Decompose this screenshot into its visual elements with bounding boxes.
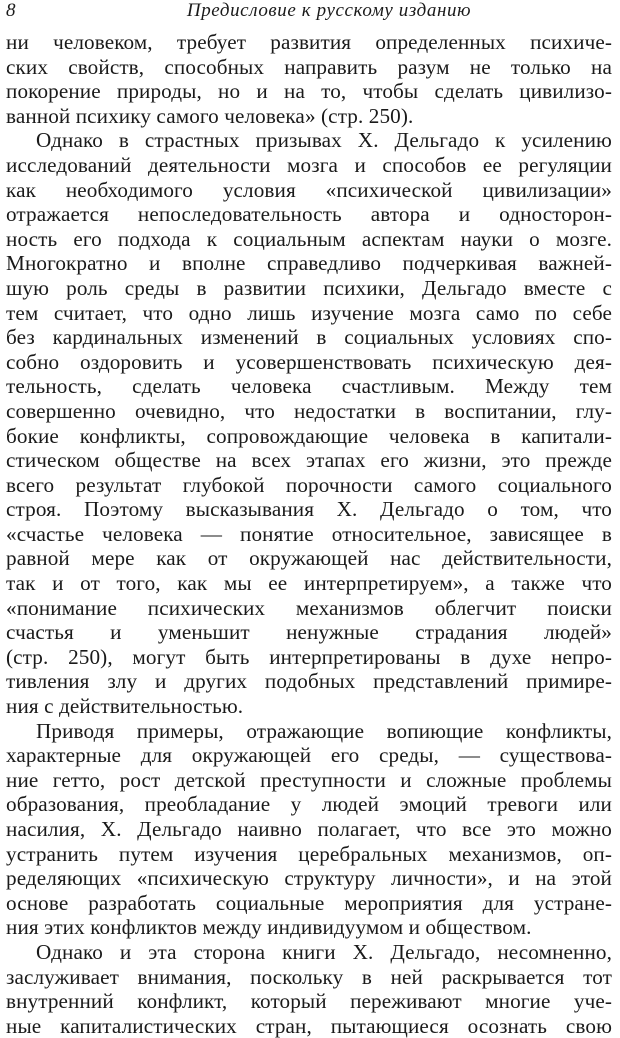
text-line: основе разработать социальные мероприятия для устране- — [6, 890, 612, 915]
text-line: ние гетто, рост детской преступности и сложные проблемы — [6, 767, 612, 792]
paragraph-2 — [6, 128, 612, 718]
text-line: исследований деятельности мозга и способов ее регуляции — [6, 152, 612, 177]
text-line: тем считает, что одно лишь изучение мозга само по себе — [6, 300, 612, 325]
text-line: насилия, X. Дельгадо наивно полагает, что все это можно — [6, 817, 612, 841]
text-line: равной мере как от окружающей нас действительности, — [6, 546, 612, 571]
text-line: внутренний конфликт, который переживают многие уче- — [6, 989, 612, 1014]
text-line: так и от того, как мы ее интерпретируем», а также что — [6, 571, 612, 596]
text-line: совершенно очевидно, что недостатки в воспитании, глу- — [6, 398, 612, 423]
text-line: (стр. 250), могут быть интерпретированы в духе непро- — [6, 644, 612, 669]
text-line: тельность, сделать человека счастливым. Между тем — [6, 374, 612, 399]
paragraph-4 — [6, 940, 612, 1038]
text-line: устранить путем изучения церебральных механизмов, оп- — [6, 841, 612, 866]
text-line: образования, преобладание у людей эмоций тревоги или — [6, 792, 612, 817]
paragraph-1 — [6, 30, 612, 128]
text-line: характерные для окружающей его среды, — существова- — [6, 743, 612, 768]
page-number: 8 — [6, 0, 16, 21]
text-line: ния этих конфликтов между индивидуумом и обществом. — [6, 915, 532, 940]
text-line: как необходимого условия «психической цивилизации» — [6, 177, 612, 202]
text-line: стическом обществе на всех этапах его жизни, это прежде — [6, 448, 612, 473]
text-line: ность его подхода к социальным аспектам науки о мозге. — [6, 226, 612, 251]
running-title: Предисловие к русскому изданию — [186, 0, 472, 21]
text-line: ределяющих «психическую структуру личности», и на этой — [6, 866, 612, 891]
text-line: счастья и уменьшит ненужные страдания людей» — [6, 620, 612, 645]
text-line: ванной психику самого человека» (стр. 250). — [6, 103, 414, 128]
text-line: Многократно и вполне справедливо подчеркивая важней- — [6, 251, 612, 276]
text-line: ских свойств, способных направить разум не только на — [6, 54, 612, 79]
text-line: строя. Поэтому высказывания X. Дельгадо о том, что — [6, 497, 612, 522]
text-line: собно оздоровить и усовершенствовать психическую дея- — [6, 349, 612, 374]
body-text — [6, 30, 612, 1038]
text-line: тивления злу и других подобных представлений примире- — [6, 669, 612, 694]
text-line: без кардинальных изменений в социальных условиях спо- — [6, 325, 612, 350]
text-line: отражается непоследовательность автора и односторон- — [6, 202, 612, 227]
text-line: Однако и эта сторона книги X. Дельгадо, несомненно, — [36, 939, 612, 964]
text-line: ния с действительностью. — [6, 694, 244, 719]
running-head — [6, 0, 612, 30]
text-line: «понимание психических механизмов облегчит поиски — [6, 595, 612, 620]
text-line: покорение природы, но и на то, чтобы сделать цивилизо- — [6, 79, 612, 104]
text-line: ни человеком, требует развития определенных психиче- — [6, 30, 612, 54]
text-line: заслуживает внимания, поскольку в ней раскрывается тот — [6, 964, 612, 989]
text-line: ные капиталистических стран, пытающиеся осознать свою — [6, 1013, 612, 1038]
text-line: бокие конфликты, сопровождающие человека в капитали- — [6, 423, 612, 448]
text-line: Приводя примеры, отражающие вопиющие конфликты, — [36, 718, 612, 743]
paragraph-3 — [6, 719, 612, 940]
text-line: шую роль среды в развитии психики, Дельгадо вместе с — [6, 275, 612, 300]
text-line: всего результат глубокой порочности самого социального — [6, 472, 612, 497]
text-line: «счастье человека — понятие относительное, зависящее в — [6, 521, 612, 546]
text-line: Однако в страстных призывах X. Дельгадо к усилению — [36, 128, 612, 153]
